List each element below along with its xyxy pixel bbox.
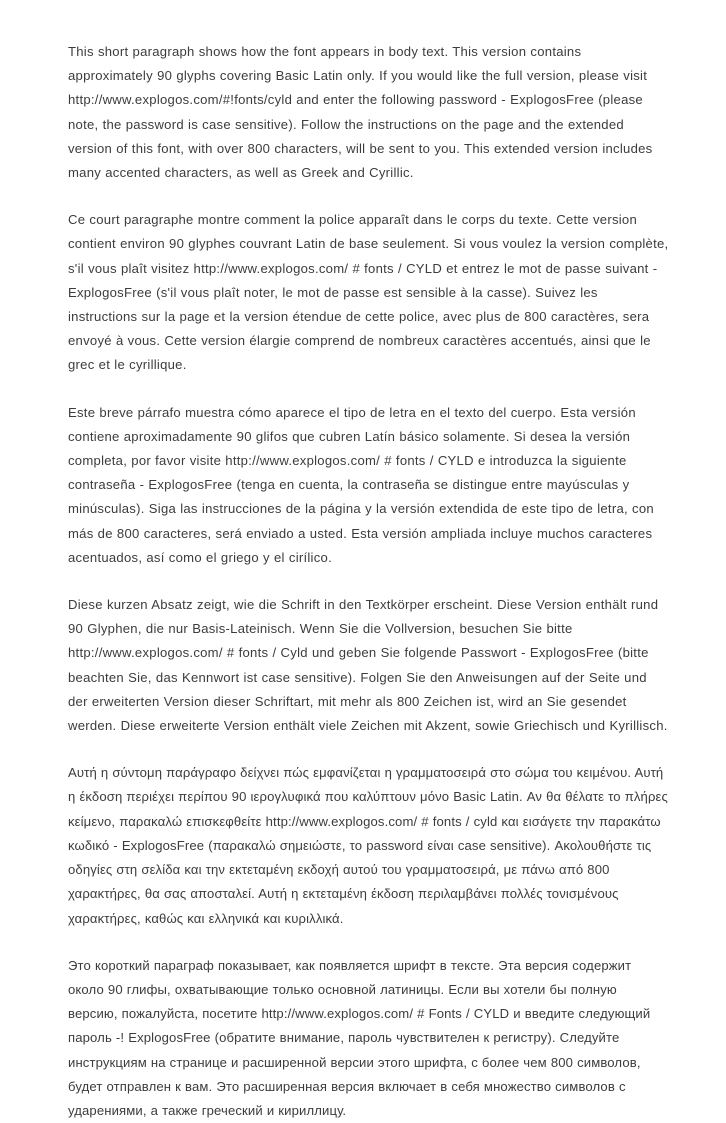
paragraph-french: Ce court paragraphe montre comment la police apparaît dans le corps du texte. Cette version contient environ 90 glyphes couvrant Latin de base seulement. Si vous voulez la version complète, s'il vous plaît visitez http://www.explogos.com/ # fonts / CYLD et entrez le mot de passe suivant - ExplogosFree (s'il vous plaît noter, le mot de passe est sensible à la casse). Suivez les instructions sur la page et la version étendue de cette police, avec plus de 800 caractères, sera envoyé à vous. Cette version élargie comprend de nombreux caractères accentués, ainsi que le grec et le cyrillique. xyxy=(68,212,669,373)
paragraph-spanish: Este breve párrafo muestra cómo aparece el tipo de letra en el texto del cuerpo. Esta versión contiene aproximadamente 90 glifos que cubren Latín básico solamente. Si desea la versión completa, por favor visite http://www.explogos.com/ # fonts / CYLD e introduzca la siguiente contraseña - ExplogosFree (tenga en cuenta, la contraseña se distingue entre mayúsculas y minúsculas). Siga las instrucciones de la página y la versión extendida de este tipo de letra, con más de 800 caracteres, será enviado a usted. Esta versión ampliada incluye muchos caracteres acentuados, así como el griego y el cirílico. xyxy=(68,404,654,565)
paragraph-russian: Это короткий параграф показывает, как появляется шрифт в тексте. Эта версия содержит около 90 глифы, охватывающие только основной латиницы. Если вы хотели бы полную версию, пожалуйста, посетите http://www.explogos.com/ # Fonts / CYLD и введите следующий пароль -! ExplogosFree (обратите внимание, пароль чувствителен к регистру). Следуйте инструкциям на странице и расширенной версии этого шрифта, с более чем 800 символов, будет отправлен к вам. Это расширенная версия включает в себя множество символов с ударениями, а также греческий и кириллицу. xyxy=(68,957,651,1118)
paragraph-english: This short paragraph shows how the font appears in body text. This version contains approximately 90 glyphs covering Basic Latin only. If you would like the full version, please visit http://www.explogos.com/#!fonts/cyld and enter the following password - ExplogosFree (please note, the password is case sensitive). Follow the instructions on the page and the extended version of this font, with over 800 characters, will be sent to you. This extended version includes many accented characters, as well as Greek and Cyrillic. xyxy=(68,44,653,181)
paragraph-greek: Αυτή η σύντομη παράγραφο δείχνει πώς εμφανίζεται η γραμματοσειρά στο σώμα του κειμένου. Αυτή η έκδοση περιέχει περίπου 90 ιερογλυφικά που καλύπτουν μόνο Basic Latin. Αν θα θέλατε το πλήρες κείμενο, παρακαλώ επισκεφθείτε http://www.explogos.com/ # fonts / cyld και εισάγετε την παρακάτω κωδικό - ExplogosFree (παρακαλώ σημειώστε, το password είναι case sensitive). Ακολουθήστε τις οδηγίες στη σελίδα και την εκτεταμένη εκδοχή αυτού του γραμματοσειρά, με πάνω από 800 χαρακτήρες, θα σας αποσταλεί. Αυτή η εκτεταμένη έκδοση περιλαμβάνει πολλές τονισμένους χαρακτήρες, καθώς και ελληνικά και κυριλλικά. xyxy=(68,765,668,926)
specimen-text-block xyxy=(68,40,670,1123)
paragraph-german: Diese kurzen Absatz zeigt, wie die Schrift in den Textkörper erscheint. Diese Version enthält rund 90 Glyphen, die nur Basis-Lateinisch. Wenn Sie die Vollversion, besuchen Sie bitte http://www.explogos.com/ # fonts / Cyld und geben Sie folgende Passwort - ExplogosFree (bitte beachten Sie, das Kennwort ist case sensitive). Folgen Sie den Anweisungen auf der Seite und der erweiterten Version dieser Schriftart, mit mehr als 800 Zeichen ist, wird an Sie gesendet werden. Diese erweiterte Version enthält viele Zeichen mit Akzent, sowie Griechisch und Kyrillisch. xyxy=(68,597,668,734)
